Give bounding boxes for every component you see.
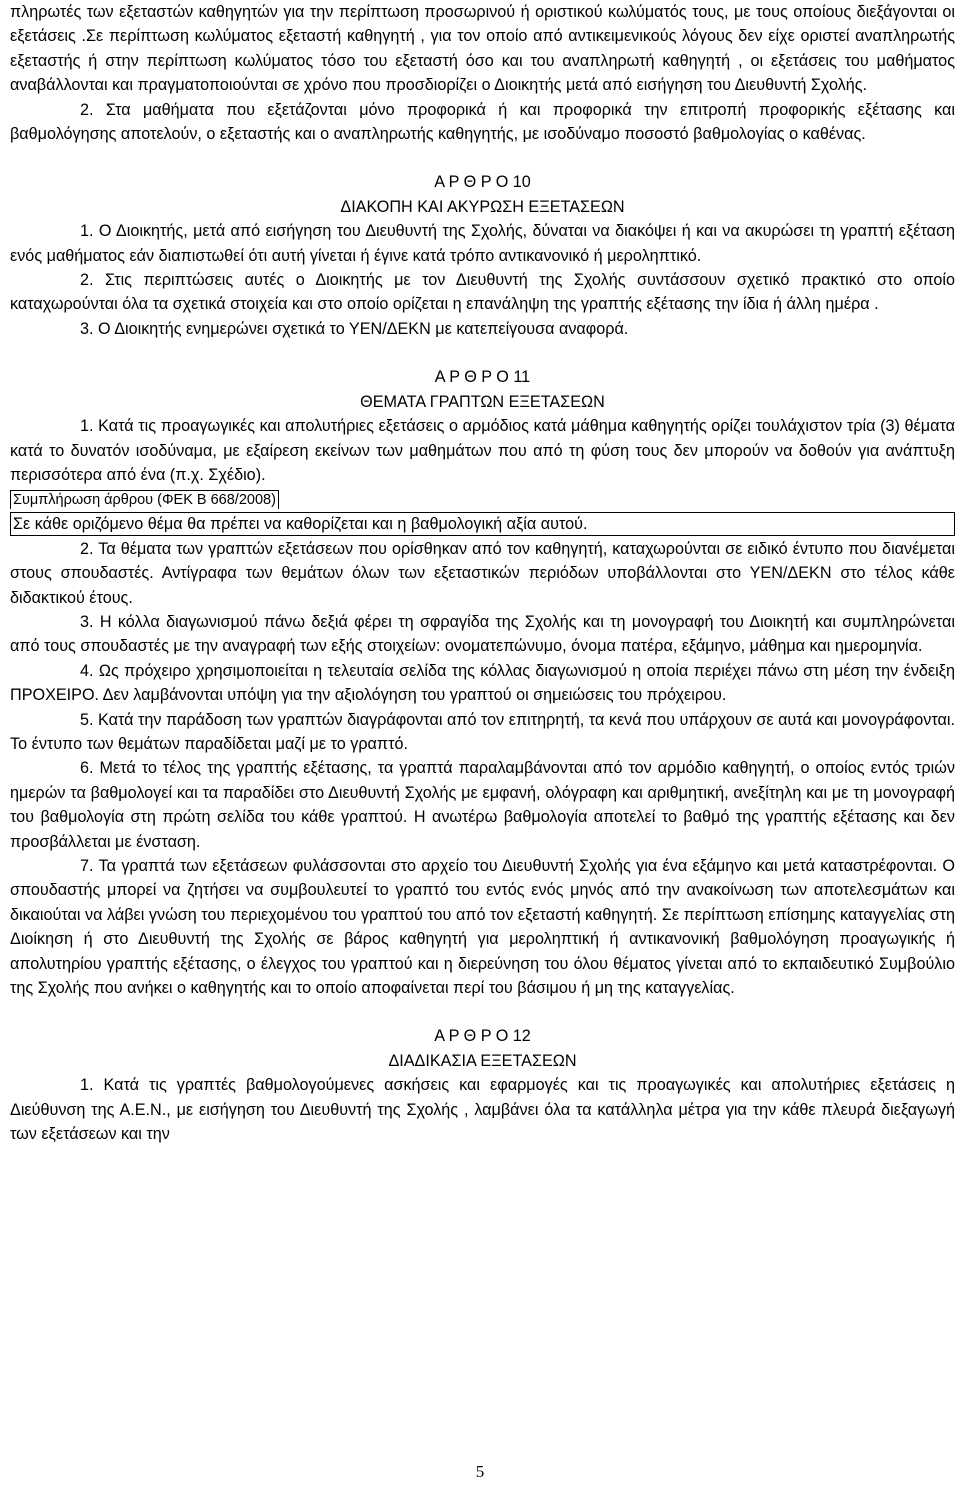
article-12-title: Α Ρ Θ Ρ Ο 12 xyxy=(434,1027,531,1046)
article-10-heading: ΔΙΑΚΟΠΗ ΚΑΙ ΑΚΥΡΩΣΗ ΕΞΕΤΑΣΕΩΝ xyxy=(340,197,625,216)
article-11-title: Α Ρ Θ Ρ Ο 11 xyxy=(434,368,531,387)
article-10-paragraph-1: 1. Ο Διοικητής, μετά από εισήγηση του Διευθυντή της Σχολής, δύναται να διακόψει ή και να ακυρώσει τη γραπτή εξέταση ενός μαθήματος εάν διαπιστωθεί ότι αυτή γίνεται ή έγινε κατά τρόπο αντικανονικό ή μεροληπτικό. xyxy=(10,222,955,265)
article-10-paragraph-2: 2. Στις περιπτώσεις αυτές ο Διοικητής με τον Διευθυντή της Σχολής συντάσσουν σχετικό πρακτικό στο οποίο καταχωρούνται όλα τα σχετικά στοιχεία και στο οποίο ορίζεται η επανάληψη της γραπτής εξέτασης την ίδια ή άλλη ημέρα . xyxy=(10,271,955,314)
article-11-paragraph-1: 1. Κατά τις προαγωγικές και απολυτήριες εξετάσεις ο αρμόδιος κατά μάθημα καθηγητής ορίζει τουλάχιστον τρία (3) θέματα κατά το δυνατόν ισοδύναμα, με εξαίρεση εκείνων των μαθημάτων που από τη φύση τους δεν μπορούν να δοθούν για ανάπτυξη περισσότερα από ένα (π.χ. Σχέδιο). xyxy=(10,417,955,484)
article-11-heading: ΘΕΜΑΤΑ ΓΡΑΠΤΩΝ ΕΞΕΤΑΣΕΩΝ xyxy=(360,392,605,411)
paragraph-continuation: πληρωτές των εξεταστών καθηγητών για την περίπτωση προσωρινού ή οριστικού κωλύματός τους, με τους οποίους διεξάγονται οι εξετάσεις .Σε περίπτωση κωλύματος εξεταστή καθηγητή , για τον οποίο από αντικειμενικούς λόγους δεν είχε οριστεί αναπληρωτής εξεταστής ή στην περίπτωση κωλύματος τόσο του εξεταστή όσο και του αναπληρωτή καθηγητή , οι εξετάσεις του μαθήματος αναβάλλονται και πραγματοποιούνται σε χρόνο που προσδιορίζει ο Διοικητής μετά από εισήγηση του Διευθυντή Σχολής. xyxy=(10,3,955,95)
article-11-paragraph-6: 6. Μετά το τέλος της γραπτής εξέτασης, τα γραπτά παραλαμβάνονται από τον αρμόδιο καθηγητή, ο οποίος εντός τριών ημερών τα βαθμολογεί και τα παραδίδει στο Διευθυντή Σχολής με εμφανή, ολόγραφη και αριθμητική, ανεξίτηλη και με τη μονογραφή του βαθμολογία στη πρώτη σελίδα του κάθε γραπτού. Η ανωτέρω βαθμολογία αποτελεί το βαθμό της γραπτής εξέτασης και δεν προσβάλλεται με ένσταση. xyxy=(10,759,955,851)
supplement-label: Συμπλήρωση άρθρου (ΦΕΚ Β 668/2008) xyxy=(10,490,279,509)
article-10-paragraph-3: 3. Ο Διοικητής ενημερώνει σχετικά το ΥΕΝ/ΔΕΚΝ με κατεπείγουσα αναφορά. xyxy=(80,319,629,338)
article-11-paragraph-4: 4. Ως πρόχειρο χρησιμοποιείται η τελευταία σελίδα της κόλλας διαγωνισμού η οποία περιέχει πάνω στη μέση την ένδειξη ΠΡΟΧΕΙΡΟ. Δεν λαμβάνονται υπόψη για την αξιολόγηση του γραπτού οι σημειώσεις του πρόχειρου. xyxy=(10,661,955,705)
article-11-paragraph-2: 2. Τα θέματα των γραπτών εξετάσεων που ορίσθηκαν από τον καθηγητή, καταχωρούνται σε ειδικό έντυπο που διανέμεται στους σπουδαστές. Αντίγραφα των θεμάτων όλων των εξεταστικών περιόδων υποβάλλονται στο ΥΕΝ/ΔΕΚΝ στο τέλος κάθε διδακτικού έτους. xyxy=(10,539,955,607)
supplement-text: Σε κάθε οριζόμενο θέμα θα πρέπει να καθορίζεται και η βαθμολογική αξία αυτού. xyxy=(10,512,955,536)
article-11-paragraph-3: 3. Η κόλλα διαγωνισμού πάνω δεξιά φέρει τη σφραγίδα της Σχολής και τη μονογραφή του Διοικητή και συμπληρώνεται από τους σπουδαστές με την αναγραφή των εξής στοιχείων: ονοματεπώνυμο, όνομα πατέρα, εξάμηνο, μάθημα και ημερομηνία. xyxy=(10,612,955,656)
page-number: 5 xyxy=(475,1462,485,1481)
article-11-paragraph-5: 5. Κατά την παράδοση των γραπτών διαγράφονται από τον επιτηρητή, τα κενά που υπάρχουν σε αυτά και μονογράφονται. Το έντυπο των θεμάτων παραδίδεται μαζί με το γραπτό. xyxy=(10,710,955,753)
article-11-paragraph-7: 7. Τα γραπτά των εξετάσεων φυλάσσονται στο αρχείο του Διευθυντή Σχολής για ένα εξάμηνο και μετά καταστρέφονται. Ο σπουδαστής μπορεί να ζητήσει να συμβουλευτεί το γραπτό του εντός ενός μηνός από την ανακοίνωση των αποτελεσμάτων και δικαιούται να λάβει γνώση του περιεχομένου του γραπτού του από τον εξεταστή καθηγητή. Σε περίπτωση επίσημης καταγγελίας στη Διοίκηση ή στο Διευθυντή της Σχολής σε βάρος καθηγητή για μεροληπτική ή αντικανονική βαθμολόγηση προαγωγικής ή απολυτηρίου γραπτής εξέτασης, ο έλεγχος του γραπτού και η διερεύνηση του όλου θέματος γίνεται από το εκπαιδευτικό Συμβούλιο της Σχολής που ανήκει ο καθηγητής και το οποίο αποφαίνεται περί του βάσιμου ή μη της καταγγελίας. xyxy=(10,857,955,998)
supplement-block xyxy=(10,487,955,535)
article-12-paragraph-1: 1. Κατά τις γραπτές βαθμολογούμενες ασκήσεις και εφαρμογές και τις προαγωγικές και απολυτήριες εξετάσεις η Διεύθυνση της Α.Ε.Ν., με εισήγηση του Διευθυντή της Σχολής , λαμβάνει όλα τα κατάλληλα μέτρα για την κάθε πλευρά διεξαγωγή των εξετάσεων και την xyxy=(10,1076,955,1144)
article-12-heading: ΔΙΑΔΙΚΑΣΙΑ ΕΞΕΤΑΣΕΩΝ xyxy=(388,1051,577,1070)
paragraph-oral-exams: 2. Στα μαθήματα που εξετάζονται μόνο προφορικά ή και προφορικά την επιτροπή προφορικής εξέτασης και βαθμολόγησης αποτελούν, ο εξεταστής και ο αναπληρωτής καθηγητής, με ισοδύναμο ποσοστό βαθμολογίας ο καθένας. xyxy=(10,100,955,144)
document-page xyxy=(10,0,955,1146)
article-10-title: Α Ρ Θ Ρ Ο 10 xyxy=(434,173,531,192)
